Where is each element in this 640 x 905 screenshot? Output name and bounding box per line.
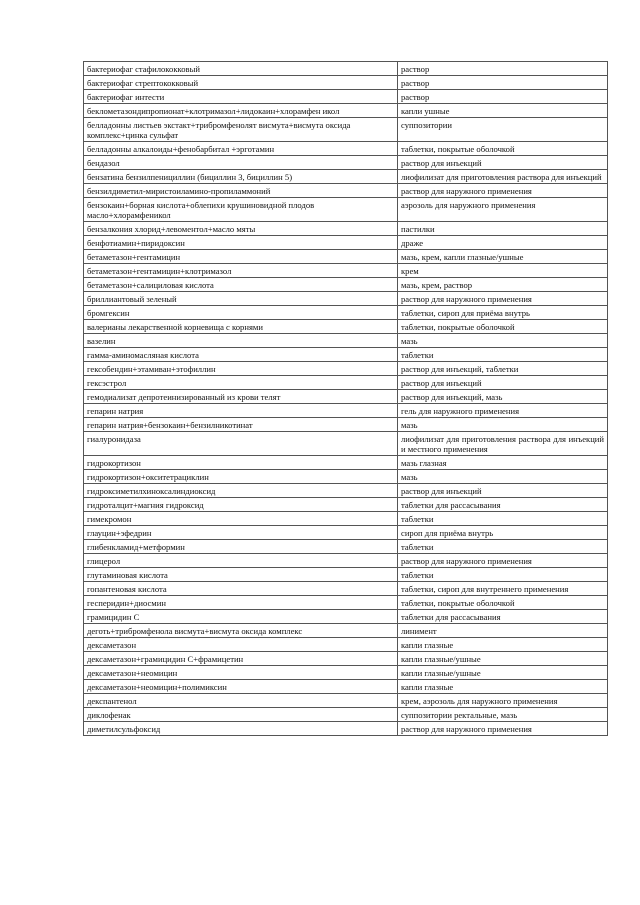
- table-row: [84, 76, 608, 90]
- table-row: [84, 432, 608, 456]
- dosage-form-cell: сироп для приёма внутрь: [398, 526, 608, 540]
- dosage-form-cell: таблетки: [398, 512, 608, 526]
- table-row: [84, 362, 608, 376]
- table-row: [84, 156, 608, 170]
- drug-name-cell: глицерол: [84, 554, 398, 568]
- drug-name-cell: гесперидин+диосмин: [84, 596, 398, 610]
- table-row: [84, 376, 608, 390]
- table-row: [84, 498, 608, 512]
- table-row: [84, 90, 608, 104]
- table-row: [84, 582, 608, 596]
- table-row: [84, 306, 608, 320]
- dosage-form-cell: драже: [398, 236, 608, 250]
- drug-name-cell: бензатина бензилпенициллин (бициллин 3, бициллин 5): [84, 170, 398, 184]
- drug-name-cell: белладонны листьев экстакт+трибромфенолят висмута+висмута оксида комплекс+цинка сульфат: [84, 118, 398, 142]
- drug-name-cell: декспантенол: [84, 694, 398, 708]
- dosage-form-cell: таблетки, покрытые оболочкой: [398, 320, 608, 334]
- drug-name-cell: валерианы лекарственной корневища с корнями: [84, 320, 398, 334]
- dosage-form-cell: раствор: [398, 62, 608, 76]
- drug-name-cell: белладонны алкалоиды+фенобарбитал +эрготамин: [84, 142, 398, 156]
- dosage-form-cell: таблетки: [398, 540, 608, 554]
- drug-name-cell: гиалуронидаза: [84, 432, 398, 456]
- drug-name-cell: дексаметазон: [84, 638, 398, 652]
- dosage-form-cell: капли глазные/ушные: [398, 666, 608, 680]
- table-row: [84, 484, 608, 498]
- drug-name-cell: бензалкония хлорид+левоментол+масло мяты: [84, 222, 398, 236]
- drug-name-cell: бенфотиамин+пиридоксин: [84, 236, 398, 250]
- dosage-form-cell: раствор: [398, 76, 608, 90]
- drug-name-cell: гопантеновая кислота: [84, 582, 398, 596]
- table-row: [84, 170, 608, 184]
- table-row: [84, 278, 608, 292]
- drug-name-cell: бетаметазон+салициловая кислота: [84, 278, 398, 292]
- drug-name-cell: бендазол: [84, 156, 398, 170]
- dosage-form-cell: раствор для инъекций, таблетки: [398, 362, 608, 376]
- table-row: [84, 250, 608, 264]
- dosage-form-cell: раствор для инъекций: [398, 484, 608, 498]
- dosage-form-cell: таблетки для рассасывания: [398, 610, 608, 624]
- drug-name-cell: гепарин натрия: [84, 404, 398, 418]
- table-row: [84, 694, 608, 708]
- dosage-form-cell: крем, аэрозоль для наружного применения: [398, 694, 608, 708]
- dosage-form-cell: таблетки, сироп для приёма внутрь: [398, 306, 608, 320]
- drug-name-cell: гексэстрол: [84, 376, 398, 390]
- table-row: [84, 610, 608, 624]
- dosage-form-cell: таблетки, сироп для внутреннего применения: [398, 582, 608, 596]
- dosage-form-cell: раствор для инъекций: [398, 156, 608, 170]
- table-row: [84, 264, 608, 278]
- dosage-form-cell: суппозитории ректальные, мазь: [398, 708, 608, 722]
- dosage-form-cell: раствор для инъекций: [398, 376, 608, 390]
- table-row: [84, 596, 608, 610]
- dosage-form-cell: таблетки, покрытые оболочкой: [398, 142, 608, 156]
- dosage-form-cell: раствор для наружного применения: [398, 292, 608, 306]
- table-body: [84, 62, 608, 736]
- drug-name-cell: дексаметазон+неомицин+полимиксин: [84, 680, 398, 694]
- table-row: [84, 104, 608, 118]
- drug-name-cell: гемодиализат депротеинизированный из крови телят: [84, 390, 398, 404]
- dosage-form-cell: таблетки: [398, 568, 608, 582]
- dosage-form-cell: таблетки: [398, 348, 608, 362]
- table-row: [84, 512, 608, 526]
- table-row: [84, 418, 608, 432]
- drug-name-cell: грамицидин С: [84, 610, 398, 624]
- drug-name-cell: гидрокортизон: [84, 456, 398, 470]
- table-row: [84, 638, 608, 652]
- dosage-form-cell: лиофилизат для приготовления раствора для инъекций: [398, 170, 608, 184]
- dosage-form-cell: раствор для наружного применения: [398, 554, 608, 568]
- drug-name-cell: гепарин натрия+бензокаин+бензилникотинат: [84, 418, 398, 432]
- dosage-form-cell: гель для наружного применения: [398, 404, 608, 418]
- drug-name-cell: беклометазондипропионат+клотримазол+лидокаин+хлорамфен икол: [84, 104, 398, 118]
- table-row: [84, 198, 608, 222]
- dosage-form-cell: раствор для наружного применения: [398, 722, 608, 736]
- drug-name-cell: бетаметазон+гентамицин+клотримазол: [84, 264, 398, 278]
- drug-name-cell: гимекромон: [84, 512, 398, 526]
- table-row: [84, 320, 608, 334]
- drug-name-cell: бромгексин: [84, 306, 398, 320]
- drug-name-cell: деготь+трибромфенола висмута+висмута оксида комплекс: [84, 624, 398, 638]
- drug-name-cell: дексаметазон+неомицин: [84, 666, 398, 680]
- table-row: [84, 334, 608, 348]
- dosage-form-cell: капли глазные: [398, 638, 608, 652]
- table-row: [84, 680, 608, 694]
- table-row: [84, 142, 608, 156]
- drug-name-cell: вазелин: [84, 334, 398, 348]
- dosage-form-cell: капли ушные: [398, 104, 608, 118]
- dosage-form-cell: капли глазные/ушные: [398, 652, 608, 666]
- dosage-form-cell: пастилки: [398, 222, 608, 236]
- dosage-form-cell: мазь, крем, раствор: [398, 278, 608, 292]
- table-row: [84, 390, 608, 404]
- dosage-form-cell: мазь: [398, 418, 608, 432]
- drug-name-cell: бензилдиметил-миристоиламино-пропиламмоний: [84, 184, 398, 198]
- table-row: [84, 404, 608, 418]
- table-row: [84, 222, 608, 236]
- drug-name-cell: глауцин+эфедрин: [84, 526, 398, 540]
- drug-name-cell: гамма-аминомасляная кислота: [84, 348, 398, 362]
- dosage-form-cell: крем: [398, 264, 608, 278]
- dosage-form-cell: раствор для наружного применения: [398, 184, 608, 198]
- dosage-form-cell: таблетки, покрытые оболочкой: [398, 596, 608, 610]
- table-row: [84, 62, 608, 76]
- drug-name-cell: диклофенак: [84, 708, 398, 722]
- drug-name-cell: дексаметазон+грамицидин С+фрамицетин: [84, 652, 398, 666]
- dosage-form-cell: аэрозоль для наружного применения: [398, 198, 608, 222]
- dosage-form-cell: линимент: [398, 624, 608, 638]
- drug-name-cell: бриллиантовый зеленый: [84, 292, 398, 306]
- drug-name-cell: бензокаин+борная кислота+облепихи крушиновидной плодов масло+хлорамфеникол: [84, 198, 398, 222]
- dosage-form-cell: мазь, крем, капли глазные/ушные: [398, 250, 608, 264]
- table-row: [84, 652, 608, 666]
- drug-name-cell: глибенкламид+метформин: [84, 540, 398, 554]
- drug-name-cell: глутаминовая кислота: [84, 568, 398, 582]
- drug-forms-table: [83, 61, 608, 736]
- drug-name-cell: бактериофаг интести: [84, 90, 398, 104]
- drug-name-cell: гидроксиметилхиноксалиндиоксид: [84, 484, 398, 498]
- table-row: [84, 666, 608, 680]
- table-row: [84, 624, 608, 638]
- table-row: [84, 236, 608, 250]
- table-row: [84, 722, 608, 736]
- drug-name-cell: бактериофаг стафилококковый: [84, 62, 398, 76]
- table-row: [84, 292, 608, 306]
- drug-name-cell: диметилсульфоксид: [84, 722, 398, 736]
- dosage-form-cell: раствор для инъекций, мазь: [398, 390, 608, 404]
- table-row: [84, 456, 608, 470]
- drug-name-cell: гексобендин+этамиван+этофиллин: [84, 362, 398, 376]
- table-row: [84, 708, 608, 722]
- drug-name-cell: бактериофаг стрептококковый: [84, 76, 398, 90]
- table-row: [84, 554, 608, 568]
- table-row: [84, 348, 608, 362]
- dosage-form-cell: мазь глазная: [398, 456, 608, 470]
- table-row: [84, 540, 608, 554]
- table-row: [84, 526, 608, 540]
- dosage-form-cell: мазь: [398, 334, 608, 348]
- dosage-form-cell: мазь: [398, 470, 608, 484]
- drug-name-cell: бетаметазон+гентамицин: [84, 250, 398, 264]
- drug-name-cell: гидроталцит+магния гидроксид: [84, 498, 398, 512]
- table-row: [84, 470, 608, 484]
- dosage-form-cell: суппозитории: [398, 118, 608, 142]
- table-row: [84, 118, 608, 142]
- drug-name-cell: гидрокортизон+окситетрациклин: [84, 470, 398, 484]
- table-row: [84, 568, 608, 582]
- dosage-form-cell: таблетки для рассасывания: [398, 498, 608, 512]
- dosage-form-cell: лиофилизат для приготовления раствора для инъекций и местного применения: [398, 432, 608, 456]
- dosage-form-cell: капли глазные: [398, 680, 608, 694]
- dosage-form-cell: раствор: [398, 90, 608, 104]
- table-row: [84, 184, 608, 198]
